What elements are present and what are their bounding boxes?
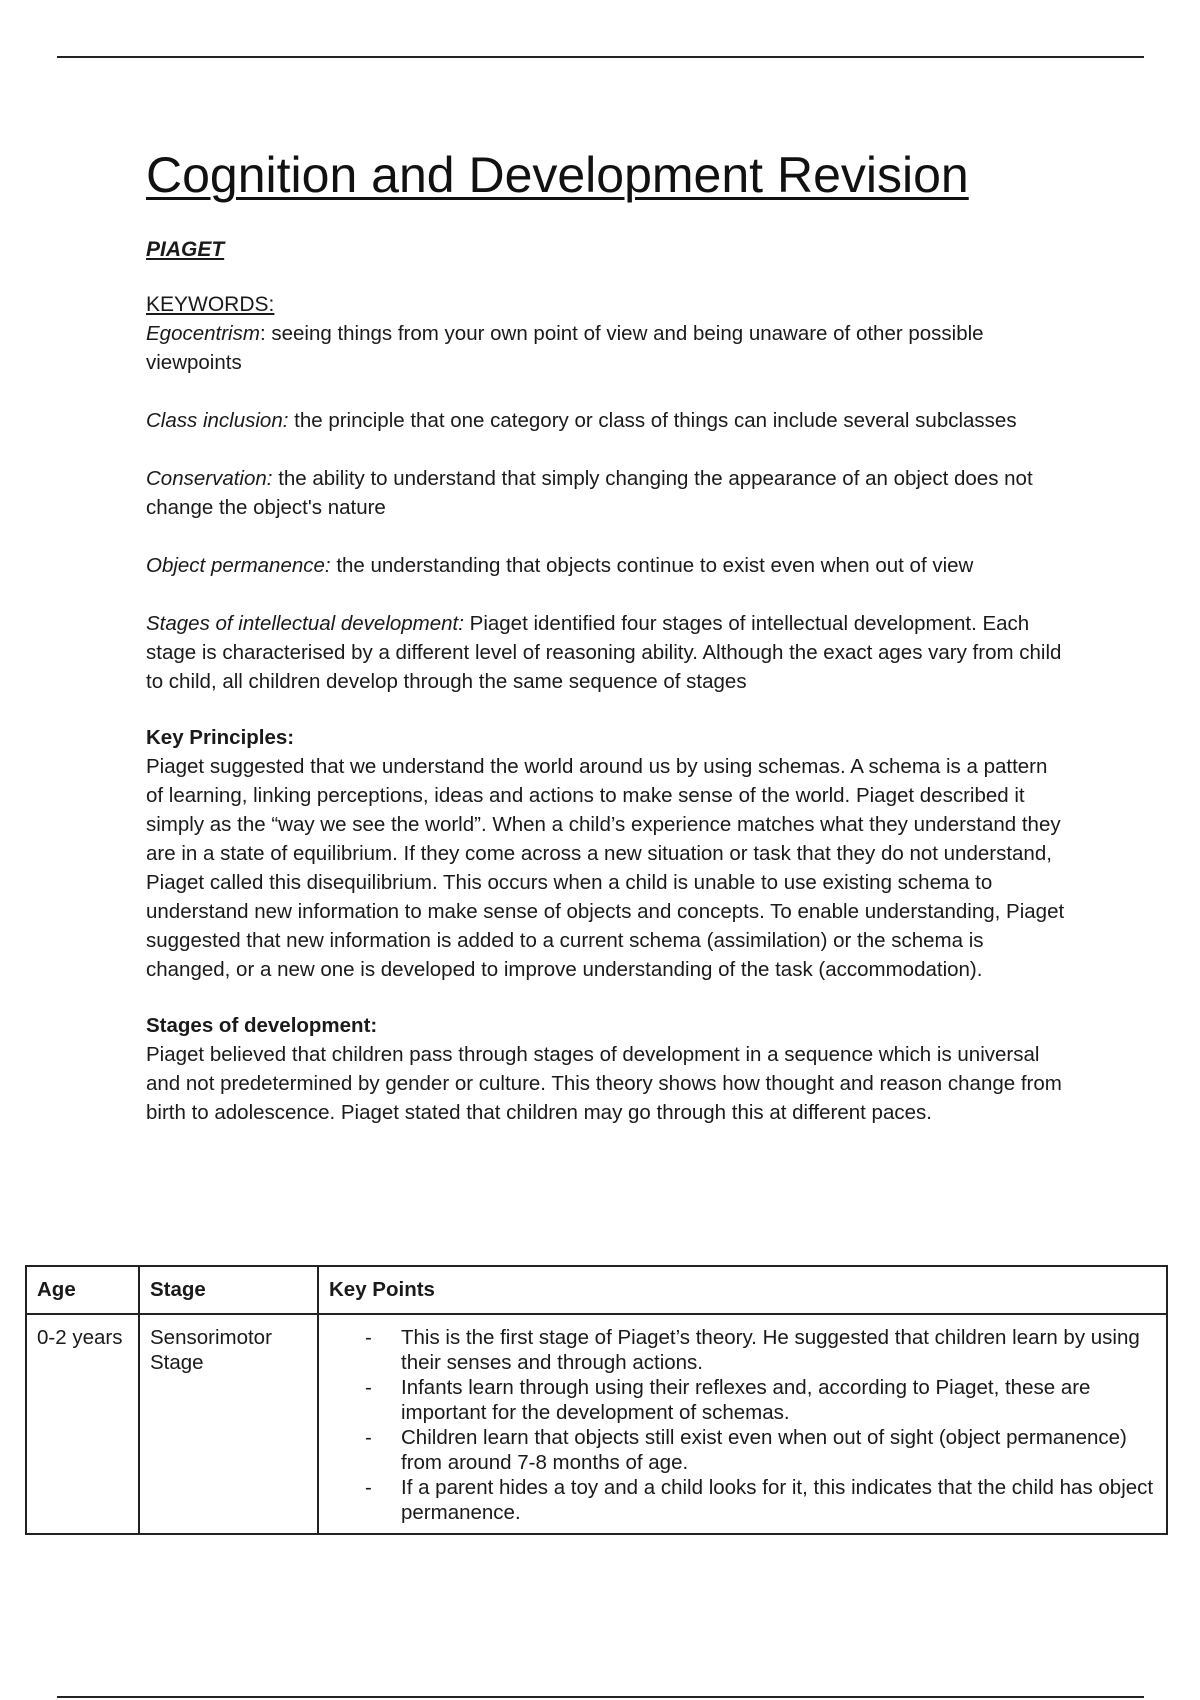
keyword-definition: Piaget identified four stages of intellectual development. Each stage is characterised by a different level of reasoning ability. Although the exact ages vary from child to child, all children develop through the same sequence of stages bbox=[146, 612, 1062, 693]
list-item: - This is the first stage of Piaget’s theory. He suggested that children learn by using their senses and through actions. bbox=[401, 1325, 1156, 1375]
key-principles-text: Piaget suggested that we understand the world around us by using schemas. A schema is a pattern of learning, linking perceptions, ideas and actions to make sense of the world. Piaget described it simply as the “way we see the world”. When a child’s experience matches what they understand they are in a state of equilibrium. If they come across a new situation or task that they do not understand, Piaget called this disequilibrium. This occurs when a child is unable to use existing schema to understand new information to make sense of objects and concepts. To enable understanding, Piaget suggested that new information is added to a current schema (assimilation) or the schema is changed, or a new one is developed to improve understanding of the task (accommodation). bbox=[146, 755, 1065, 981]
keyword-entry bbox=[146, 406, 1066, 435]
column-header-key-points: Key Points bbox=[318, 1266, 1167, 1314]
list-item: - Infants learn through using their reflexes and, according to Piaget, these are important for the development of schemas. bbox=[401, 1375, 1156, 1425]
stages-heading: Stages of development: bbox=[146, 1014, 378, 1037]
list-item: - If a parent hides a toy and a child looks for it, this indicates that the child has object permanence. bbox=[401, 1475, 1156, 1525]
keywords-heading: KEYWORDS: bbox=[146, 293, 275, 316]
keyword-term: Conservation: bbox=[146, 467, 273, 490]
keyword-entry bbox=[146, 609, 1066, 696]
keyword-entry bbox=[146, 464, 1066, 522]
column-header-stage: Stage bbox=[139, 1266, 318, 1314]
section-heading-piaget: PIAGET bbox=[146, 238, 225, 261]
cell-age: 0-2 years bbox=[26, 1314, 139, 1534]
keyword-entry: Egocentrism: seeing things from your own point of view and being unaware of other possible viewpoints bbox=[146, 322, 984, 374]
bottom-divider bbox=[57, 1696, 1144, 1698]
keyword-definition: seeing things from your own point of view and being unaware of other possible viewpoints bbox=[146, 322, 984, 374]
keyword-term: Egocentrism bbox=[146, 322, 260, 345]
keyword-definition: the ability to understand that simply changing the appearance of an object does not change the object's nature bbox=[146, 467, 1033, 519]
keyword-definition: the understanding that objects continue to exist even when out of view bbox=[336, 554, 974, 577]
key-points-list bbox=[329, 1325, 1156, 1525]
top-divider bbox=[57, 56, 1144, 58]
page-title: Cognition and Development Revision bbox=[146, 147, 969, 203]
list-item: - Children learn that objects still exist even when out of sight (object permanence) from around 7-8 months of age. bbox=[401, 1425, 1156, 1475]
document-body bbox=[146, 145, 1066, 1127]
keyword-term: Class inclusion: bbox=[146, 409, 289, 432]
key-principles-heading: Key Principles: bbox=[146, 726, 295, 749]
cell-key-points bbox=[318, 1314, 1167, 1534]
stages-text: Piaget believed that children pass through stages of development in a sequence which is universal and not predetermined by gender or culture. This theory shows how thought and reason change from birth to adolescence. Piaget stated that children may go through this at different paces. bbox=[146, 1043, 1062, 1124]
table-row bbox=[26, 1314, 1167, 1534]
cell-stage: Sensorimotor Stage bbox=[139, 1314, 318, 1534]
table-header-row bbox=[26, 1266, 1167, 1314]
stages-table bbox=[25, 1265, 1168, 1535]
keyword-entry bbox=[146, 551, 1066, 580]
keyword-term: Object permanence: bbox=[146, 554, 331, 577]
column-header-age: Age bbox=[26, 1266, 139, 1314]
keyword-definition: the principle that one category or class of things can include several subclasses bbox=[294, 409, 1017, 432]
keyword-term: Stages of intellectual development: bbox=[146, 612, 464, 635]
